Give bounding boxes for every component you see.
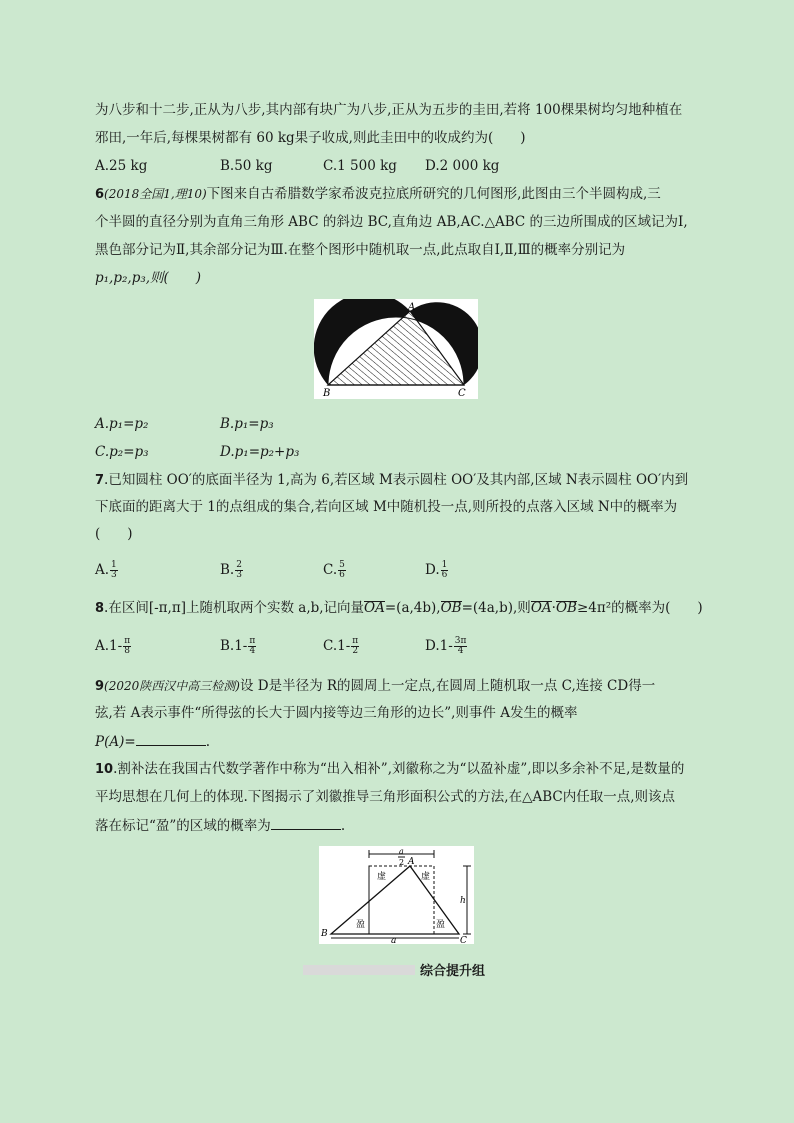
q10-label-h: h	[460, 896, 466, 906]
q10-text-line2: 平均思想在几何上的体现.下图揭示了刘徽推导三角形面积公式的方法,在△ABC内任取一点,则该点	[95, 789, 676, 805]
q10-answer-blank[interactable]	[271, 815, 341, 830]
q8-option-c: C.1- $\frac{\pi}{2}$	[323, 636, 359, 656]
q7-text-line3: ( )	[95, 526, 133, 542]
section-title: 综合提升组	[420, 964, 486, 979]
q9-text-line3: P(A)= .	[95, 731, 210, 752]
q10-triangle-figure	[319, 846, 474, 944]
q6-label-c: C	[458, 388, 466, 399]
q10-top-num: a	[399, 847, 404, 856]
q7-number: 7	[95, 473, 105, 488]
q7-option-b: B. $\frac{2}{3}$	[220, 560, 242, 580]
q6-options-row1	[95, 414, 705, 434]
q8-options	[95, 636, 705, 660]
q7-text: 已知圆柱 OO′的底面半径为 1,高为 6,若区域 M表示圆柱 OO′及其内部,区域 N表示圆柱 OO′内到	[108, 472, 689, 488]
q6-options-row2	[95, 442, 705, 462]
q6-label-a: A	[408, 302, 416, 313]
q7-text-line2: 下底面的距离大于 1的点组成的集合,若向区域 M中随机投一点,则所投的点落入区域 N中的概率为	[95, 499, 678, 515]
q9-text-line2: 弦,若 A表示事件“所得弦的长大于圆内接等边三角形的边长”,则事件 A发生的概率	[95, 705, 578, 721]
q7-option-a: A. $\frac{1}{3}$	[95, 560, 117, 580]
q9-number: 9	[95, 679, 105, 694]
q10-xu-right: 虚	[421, 872, 431, 882]
q6-figure-svg	[314, 299, 478, 399]
q6-text-line4: p₁,p₂,p₃,则( )	[95, 270, 202, 286]
q5-option-a: A.25 kg	[95, 158, 148, 174]
q6-source: (2018全国1,理10)	[104, 187, 207, 201]
q6-option-a: A.p₁=p₂	[95, 416, 149, 432]
q5-option-b: B.50 kg	[220, 158, 273, 174]
q9-text-line1: 9(2020陕西汉中高三检测)设 D是半径为 R的圆周上一定点,在圆周上随机取一点 C,连接 CD得一	[95, 678, 656, 694]
q6-option-c: C.p₂=p₃	[95, 444, 149, 460]
section-divider-bar	[303, 965, 415, 975]
q10-label-b: B	[321, 929, 328, 939]
q6-text-line3: 黑色部分记为Ⅱ,其余部分记为Ⅲ.在整个图形中随机取一点,此点取自Ⅰ,Ⅱ,Ⅲ的概率分别记为	[95, 242, 626, 258]
q8-option-d: D.1- $\frac{3\pi}{4}$	[425, 636, 467, 656]
q8-number: 8	[95, 601, 105, 616]
q8-option-a: A.1- $\frac{\pi}{8}$	[95, 636, 131, 656]
q6-label-b: B	[323, 388, 331, 399]
q6-text-line1	[95, 184, 661, 205]
q10-ying-right: 盈	[436, 920, 446, 930]
q8-option-b: B.1- $\frac{\pi}{4}$	[220, 636, 256, 656]
q10-top-den: 2	[399, 858, 405, 867]
q7-option-d: D. $\frac{1}{6}$	[425, 560, 448, 580]
q10-label-c: C	[460, 936, 467, 944]
q6-hippocrates-figure	[314, 299, 478, 399]
q8-vector-oa: OA	[364, 600, 385, 616]
q5-option-d: D.2 000 kg	[425, 158, 500, 174]
q6-text-line2: 个半圆的直径分别为直角三角形 ABC 的斜边 BC,直角边 AB,AC.△ABC 的三边所围成的区域记为Ⅰ,	[95, 214, 688, 230]
q5-option-c: C.1 500 kg	[323, 158, 397, 174]
q8-vector-ob: OB	[440, 600, 462, 616]
q10-figure-svg	[319, 846, 474, 944]
q7-options	[95, 560, 705, 584]
q10-text-line1: 10.割补法在我国古代数学著作中称为“出入相补”,刘徽称之为“以盈补虚”,即以多余补不足,是数量的	[95, 761, 685, 777]
q10-ying-left: 盈	[356, 920, 366, 930]
q6-option-b: B.p₁=p₃	[220, 416, 274, 432]
q7-option-c: C. $\frac{5}{6}$	[323, 560, 345, 580]
q5-text-line1: 为八步和十二步,正从为八步,其内部有块广为八步,正从为五步的圭田,若将 100棵果树均匀地种植在	[95, 102, 683, 118]
q10-label-a: A	[408, 857, 415, 867]
q6-text: 下图来自古希腊数学家希波克拉底所研究的几何图形,此图由三个半圆构成,三	[206, 186, 661, 202]
q6-number: 6	[95, 187, 105, 202]
q10-label-base: a	[391, 936, 397, 944]
q5-options	[95, 156, 705, 176]
q6-option-d: D.p₁=p₂+p₃	[220, 444, 300, 460]
q7-text-line1: 7.已知圆柱 OO′的底面半径为 1,高为 6,若区域 M表示圆柱 OO′及其内部,区域 N表示圆柱 OO′内到	[95, 472, 689, 488]
q10-text-line3: 落在标记“盈”的区域的概率为 .	[95, 815, 345, 836]
q10-number: 10	[95, 762, 114, 777]
q5-text-line2: 邪田,一年后,每棵果树都有 60 kg果子收成,则此圭田中的收成约为( )	[95, 130, 526, 146]
q9-source: (2020陕西汉中高三检测)	[104, 679, 240, 693]
q10-xu-left: 虚	[377, 872, 387, 882]
q9-answer-blank[interactable]	[136, 731, 206, 746]
q8-text-line1: 8.在区间[-π,π]上随机取两个实数 a,b,记向量OA=(a,4b),OB=(4a,b),则OA·OB≥4π²的概率为( )	[95, 600, 703, 616]
